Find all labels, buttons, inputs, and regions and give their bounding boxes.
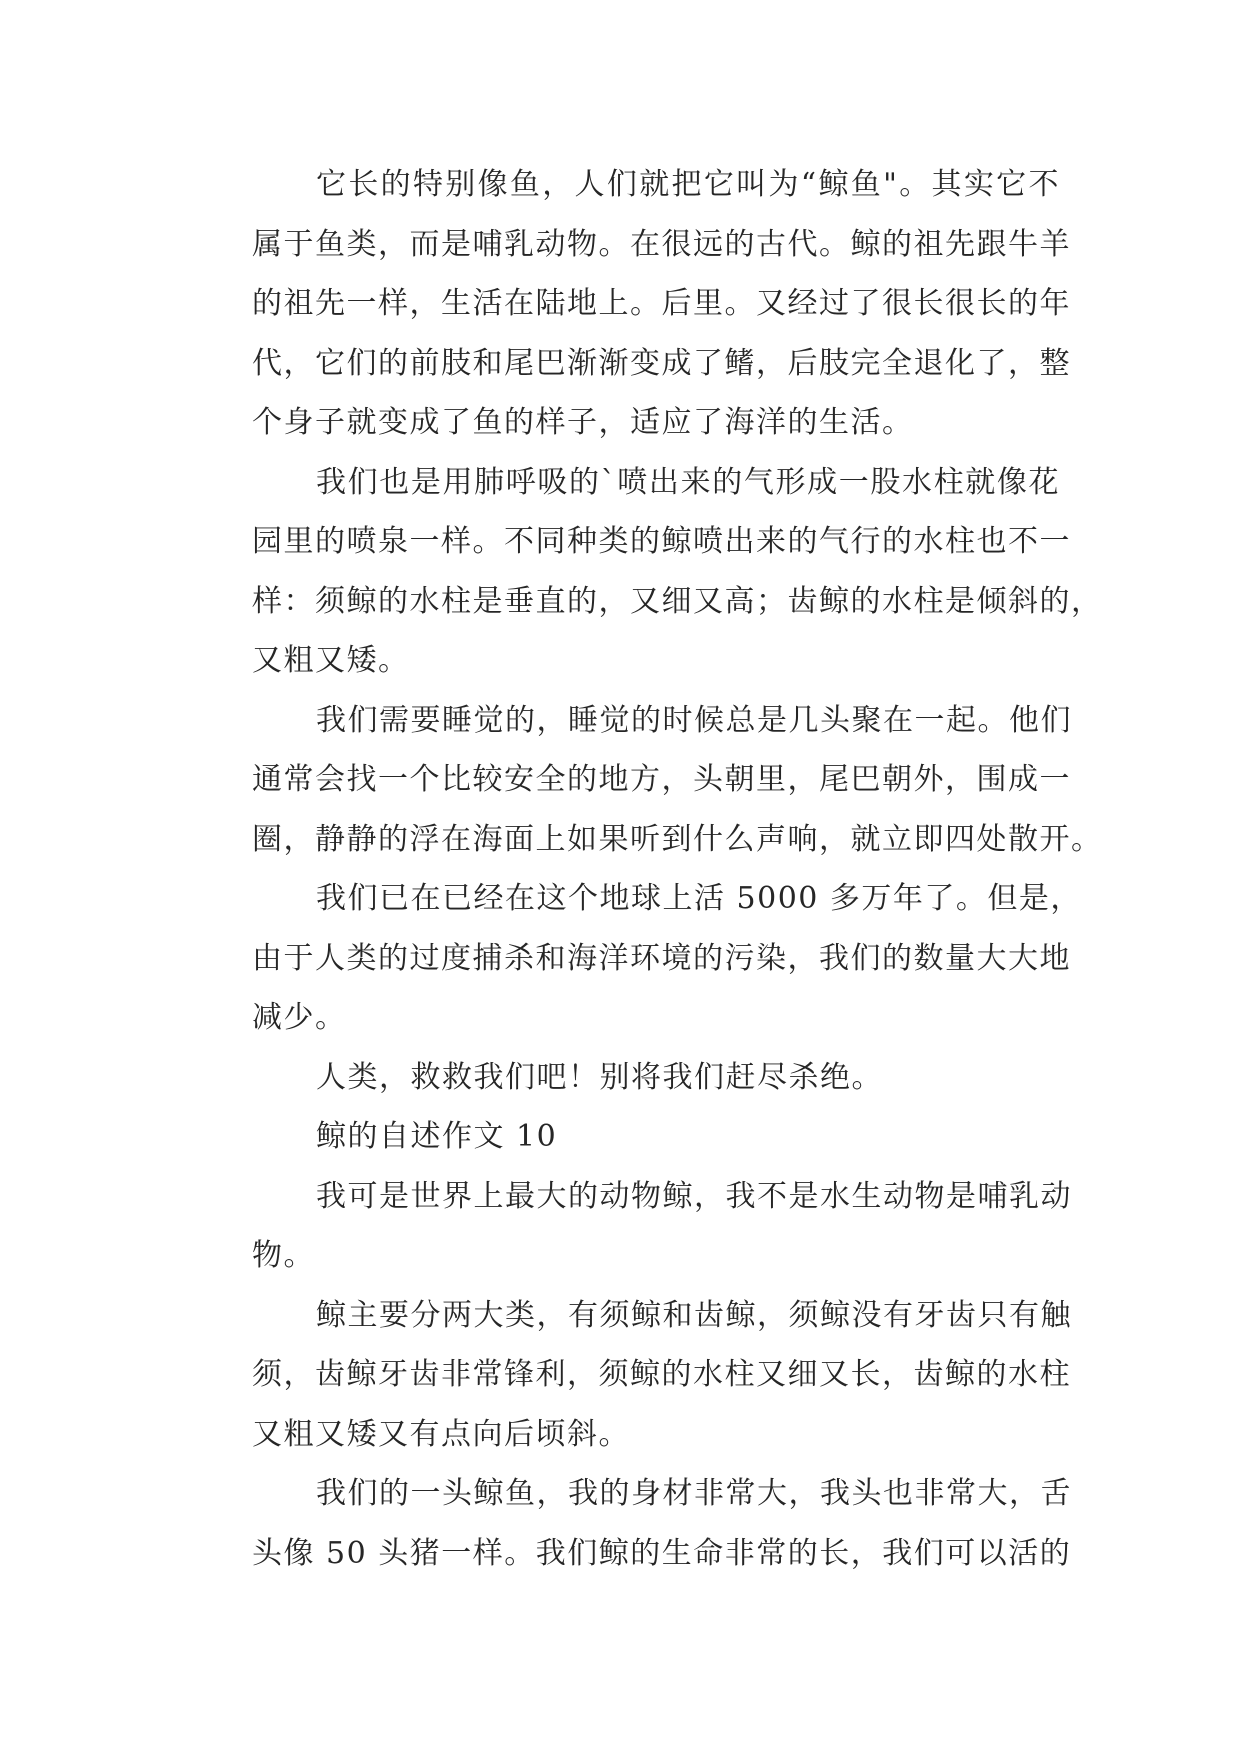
text-line: 我可是世界上最大的动物鲸，我不是水生动物是哺乳动 <box>316 1178 1072 1214</box>
text-line: 又粗又矮又有点向后顷斜。 <box>252 1416 630 1452</box>
essay-heading <box>190 1107 1060 1167</box>
text-line: 鲸主要分两大类，有须鲸和齿鲸，须鲸没有牙齿只有触 <box>316 1297 1072 1333</box>
text-line: 它长的特别像鱼，人们就把它叫为“鲸鱼"。其实它不 <box>316 167 1060 202</box>
paragraph-largest-animal <box>190 1167 1072 1286</box>
text-line: 个身子就变成了鱼的样子，适应了海洋的生活。 <box>252 405 914 440</box>
heading-line: 鲸的自述作文 10 <box>316 1119 558 1154</box>
text-line: 通常会找一个比较安全的地方，头朝里，尾巴朝外，围成一 <box>252 762 1071 797</box>
text-line: 头像 50 头猪一样。我们鲸的生命非常的长，我们可以活的 <box>252 1535 1072 1571</box>
text-line: 样：须鲸的水柱是垂直的，又细又高；齿鲸的水柱是倾斜的， <box>252 583 1103 619</box>
text-line: 人类，救救我们吧！别将我们赶尽杀绝。 <box>316 1059 883 1095</box>
text-line: 由于人类的过度捕杀和海洋环境的污染，我们的数量大大地 <box>252 940 1071 976</box>
paragraph-whale-appearance <box>190 155 1071 453</box>
text-line: 我们需要睡觉的，睡觉的时候总是几头聚在一起。他们 <box>316 702 1072 738</box>
text-line: 又粗又矮。 <box>252 643 410 678</box>
text-line: 物。 <box>252 1238 315 1273</box>
text-line: 园里的喷泉一样。不同种类的鲸喷出来的气行的水柱也不一 <box>252 524 1071 559</box>
text-line: 减少。 <box>252 1000 347 1035</box>
essay-body <box>190 155 1103 1583</box>
text-line: 代，它们的前肢和尾巴渐渐变成了鳍，后肢完全退化了，整 <box>252 345 1071 381</box>
text-line: 属于鱼类，而是哺乳动物。在很远的古代。鲸的祖先跟牛羊 <box>252 226 1071 262</box>
text-line: 须，齿鲸牙齿非常锋利，须鲸的水柱又细又长，齿鲸的水柱 <box>252 1357 1071 1392</box>
text-line: 圈，静静的浮在海面上如果听到什么声响，就立即四处散开。 <box>252 821 1103 857</box>
text-line: 我们已在已经在这个地球上活 5000 多万年了。但是， <box>316 881 1082 916</box>
text-line: 的祖先一样，生活在陆地上。后里。又经过了很长很长的年 <box>252 286 1071 321</box>
paragraph-breathing <box>190 453 1103 691</box>
text-line: 我们的一头鲸鱼，我的身材非常大，我头也非常大，舌 <box>316 1476 1072 1511</box>
paragraph-whale-types <box>190 1286 1072 1465</box>
paragraph-sleeping <box>190 691 1103 870</box>
paragraph-body-size <box>190 1464 1072 1583</box>
paragraph-plea <box>190 1048 1060 1108</box>
text-line: 我们也是用肺呼吸的`喷出来的气形成一股水柱就像花 <box>316 464 1060 500</box>
paragraph-population <box>190 869 1082 1048</box>
